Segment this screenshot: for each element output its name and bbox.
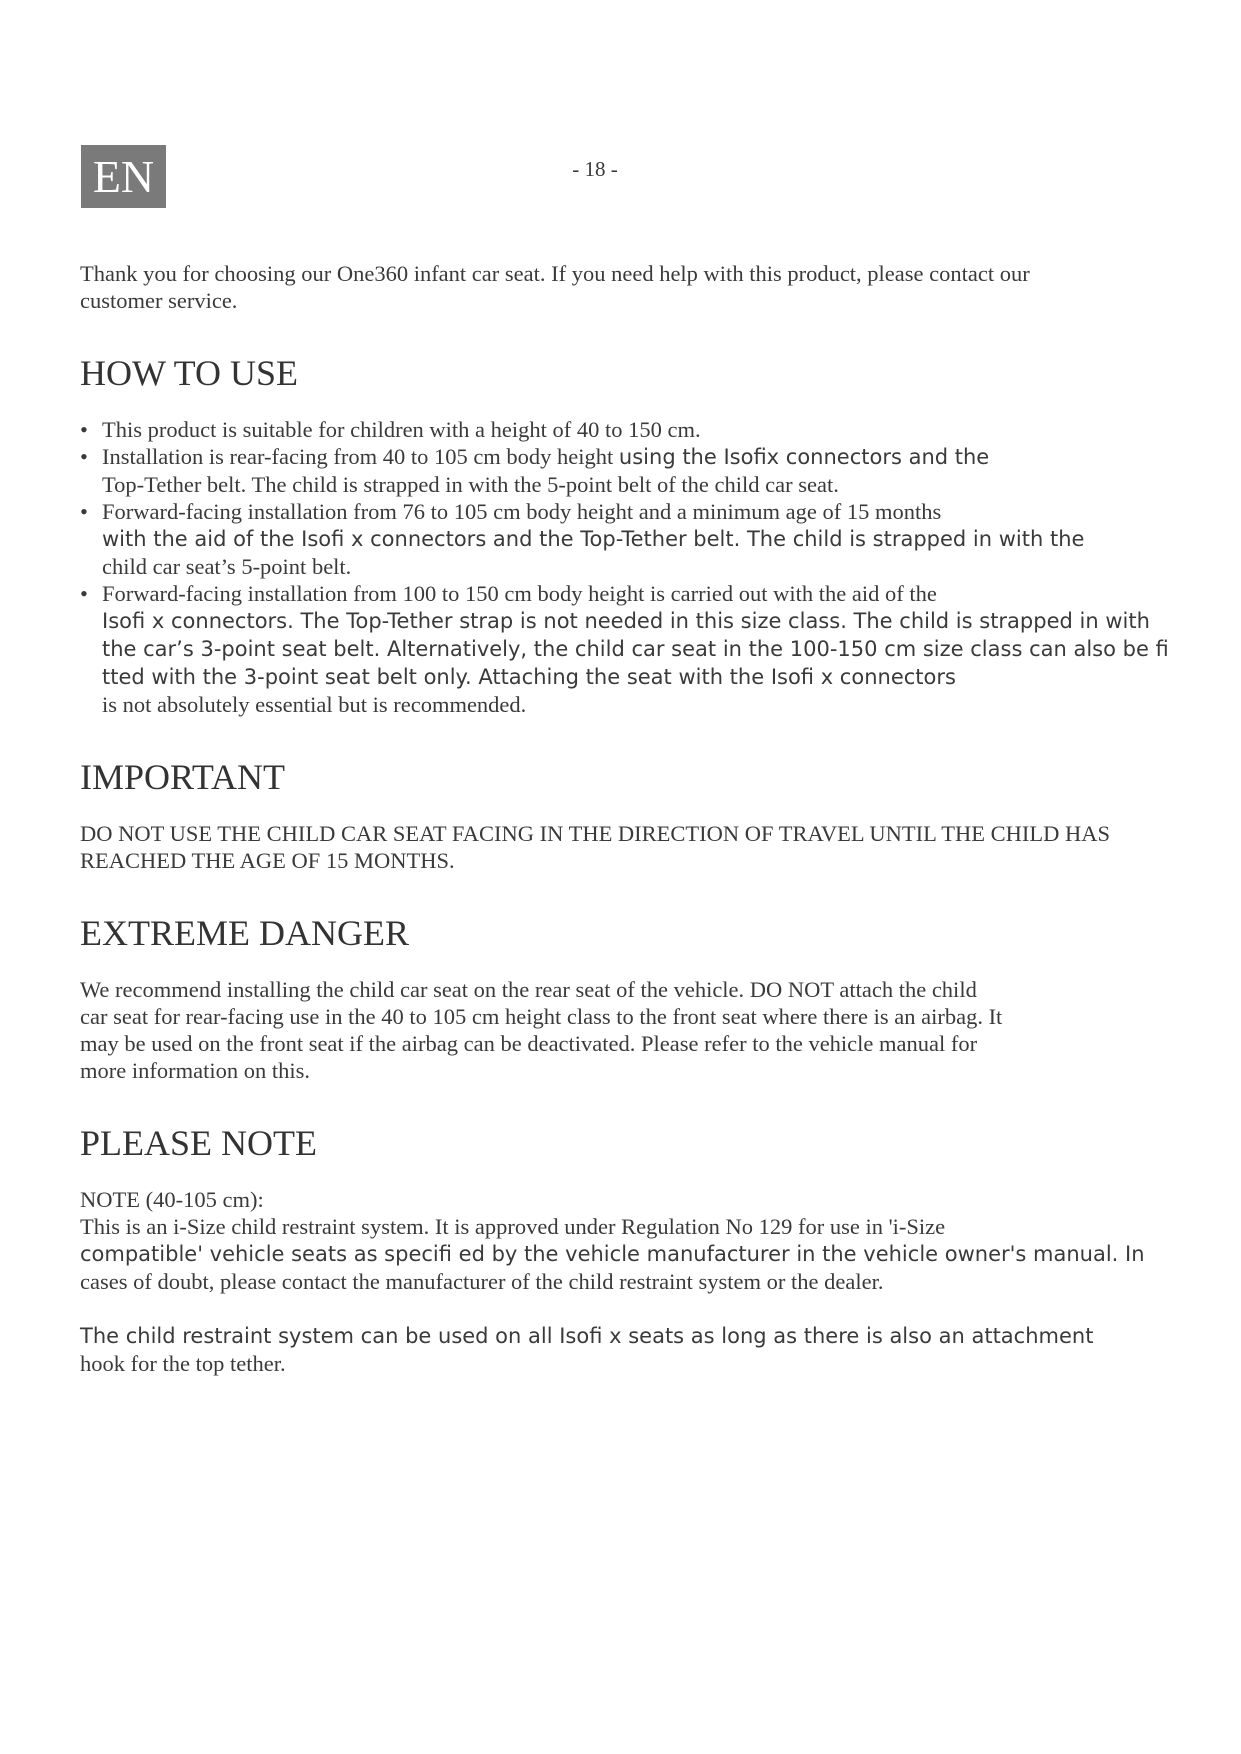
- bullet-icon: •: [80, 499, 88, 524]
- note-paragraph: This is an i-Size child restraint system. It is approved under Regulation No 129 for use in 'i-Size compatible' vehicle seats as specifi ed by the vehicle manufacturer in the vehicle owner's manual. In cases of doubt, please contact the manufacturer of the child restraint system or the dealer.: [80, 1214, 1145, 1294]
- bullet-icon: •: [80, 581, 88, 606]
- page-number: - 18 -: [572, 157, 618, 181]
- important-heading: IMPORTANT: [80, 757, 285, 797]
- how-to-use-heading: HOW TO USE: [80, 353, 299, 393]
- list-item: • This product is suitable for children with a height of 40 to 150 cm.: [80, 417, 701, 442]
- isofix-paragraph: The child restraint system can be used on all Isofi x seats as long as there is also an attachment hook for the top tether.: [80, 1324, 1094, 1376]
- bullet-icon: •: [80, 417, 88, 442]
- list-item: • Forward-facing installation from 100 to 150 cm body height is carried out with the aid of the Isofi x connectors. The Top-Tether strap is not needed in this size class. The child is strapped in with the car’s 3-point seat belt. Alternatively, the child car seat in the 100-150 cm size class can also be fi tted with the 3-point seat belt only. Attaching the seat with the Isofi x connectors is not absolutely essential but is recommended.: [80, 581, 1169, 717]
- please-note-heading: PLEASE NOTE: [80, 1123, 317, 1163]
- bullet-icon: •: [80, 444, 88, 469]
- list-item: • Installation is rear-facing from 40 to 105 cm body height using the Isofix connectors and the Top-Tether belt. The child is strapped in with the 5-point belt of the child car seat.: [80, 444, 990, 497]
- language-badge: EN: [81, 145, 166, 208]
- extreme-danger-heading: EXTREME DANGER: [80, 913, 409, 953]
- note-label: NOTE (40-105 cm):: [80, 1187, 264, 1212]
- important-paragraph: DO NOT USE THE CHILD CAR SEAT FACING IN THE DIRECTION OF TRAVEL UNTIL THE CHILD HAS REACHED THE AGE OF 15 MONTHS.: [80, 821, 1111, 873]
- how-to-use-list: [80, 416, 1170, 718]
- document-body: [80, 260, 1170, 1377]
- list-item: • Forward-facing installation from 76 to 105 cm body height and a minimum age of 15 months with the aid of the Isofi x connectors and the Top-Tether belt. The child is strapped in with the child car seat’s 5-point belt.: [80, 499, 1085, 579]
- intro-paragraph: Thank you for choosing our One360 infant car seat. If you need help with this product, please contact our customer service.: [80, 261, 1030, 313]
- extreme-danger-paragraph: We recommend installing the child car seat on the rear seat of the vehicle. DO NOT attach the child car seat for rear-facing use in the 40 to 105 cm height class to the front seat where there is an airbag. It may be used on the front seat if the airbag can be deactivated. Please refer to the vehicle manual for more information on this.: [80, 977, 1003, 1083]
